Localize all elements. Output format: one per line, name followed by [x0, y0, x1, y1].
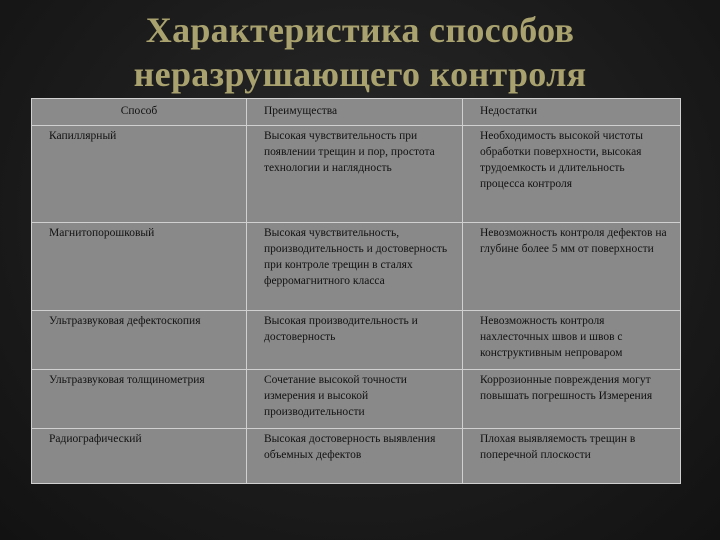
table-row: [32, 370, 681, 429]
table-row: [32, 126, 681, 223]
table-header-row: [32, 99, 681, 126]
cell-advantages: Сочетание высокой точности измерения и высокой производительности: [247, 370, 463, 429]
cell-advantages: Высокая чувствительность, производительность и достоверность при контроле трещин в сталях ферромагнитного класса: [247, 223, 463, 311]
header-advantages: Преимущества: [247, 99, 463, 126]
cell-disadvantages: Необходимость высокой чистоты обработки поверхности, высокая трудоемкость и длительность процесса контроля: [463, 126, 681, 223]
header-disadvantages: Недостатки: [463, 99, 681, 126]
slide-title-line-2: неразрушающего контроля: [133, 54, 587, 94]
header-method: Способ: [32, 99, 247, 126]
cell-disadvantages: Невозможность контроля дефектов на глубине более 5 мм от поверхности: [463, 223, 681, 311]
cell-method: Ультразвуковая дефектоскопия: [32, 311, 247, 370]
cell-method: Магнитопорошковый: [32, 223, 247, 311]
table-row: [32, 311, 681, 370]
cell-advantages: Высокая достоверность выявления объемных дефектов: [247, 429, 463, 484]
cell-disadvantages: Коррозионные повреждения могут повышать погрешность Измерения: [463, 370, 681, 429]
cell-method: Радиографический: [32, 429, 247, 484]
cell-disadvantages: Плохая выявляемость трещин в поперечной плоскости: [463, 429, 681, 484]
cell-method: Ультразвуковая толщинометрия: [32, 370, 247, 429]
slide-title: [40, 8, 680, 96]
methods-table-container: [31, 98, 680, 484]
cell-advantages: Высокая производительность и достоверность: [247, 311, 463, 370]
cell-advantages: Высокая чувствительность при появлении трещин и пор, простота технологии и наглядность: [247, 126, 463, 223]
methods-table: [31, 98, 681, 484]
cell-disadvantages: Невозможность контроля нахлесточных швов и швов с конструктивным непроваром: [463, 311, 681, 370]
cell-method: Капиллярный: [32, 126, 247, 223]
slide-title-line-1: Характеристика способов: [145, 10, 575, 50]
table-row: [32, 223, 681, 311]
table-row: [32, 429, 681, 484]
